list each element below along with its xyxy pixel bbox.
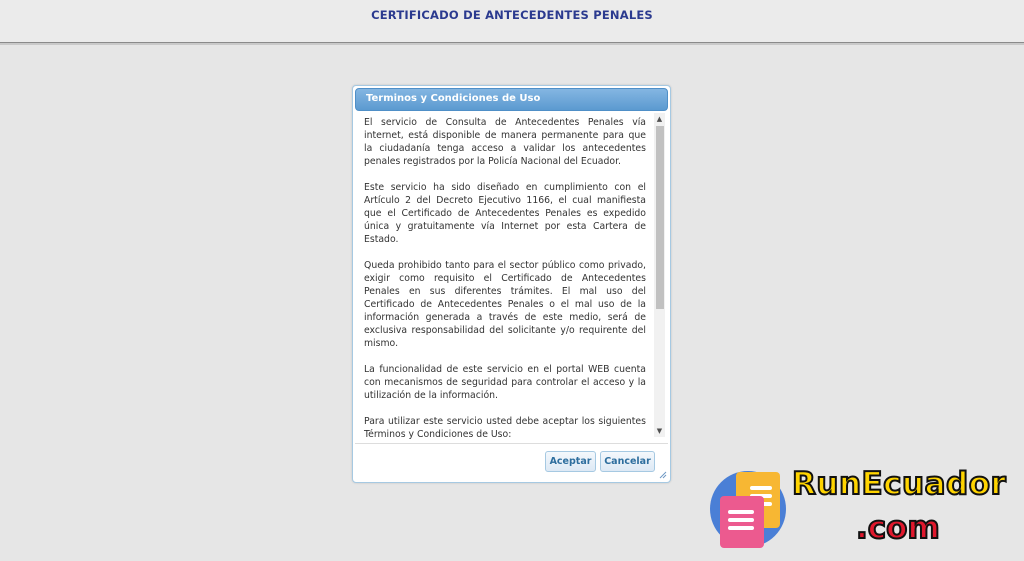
dialog-titlebar[interactable] [355, 88, 668, 111]
terms-paragraph: La funcionalidad de este servicio en el portal WEB cuenta con mecanismos de seguridad para controlar el acceso y la utilización de la información. [364, 364, 646, 401]
scroll-down-icon[interactable]: ▼ [656, 427, 663, 435]
scroll-up-icon[interactable]: ▲ [656, 115, 663, 123]
dialog-title: Terminos y Condiciones de Uso [366, 93, 541, 104]
dialog-divider [355, 443, 668, 444]
logo-text-domain: .com [856, 510, 940, 546]
page-header [0, 0, 1024, 43]
terms-dialog [352, 85, 671, 483]
dialog-content[interactable] [355, 113, 667, 439]
page-title: CERTIFICADO DE ANTECEDENTES PENALES [371, 8, 653, 22]
cancel-button[interactable]: Cancelar [600, 451, 655, 472]
resize-grip-icon[interactable] [659, 471, 667, 479]
terms-paragraph: Queda prohibido tanto para el sector público como privado, exigir como requisito el Certificado de Antecedentes Penales en sus diferentes trámites. El mal uso del Certificado de Antecedentes Penales o el mal uso de la información generada a través de este medio, será de exclusiva responsabilidad del solicitante y/o requirente del mismo. [364, 260, 646, 349]
content-scrollbar[interactable] [654, 113, 665, 437]
terms-text [364, 116, 646, 439]
logo-text-name: RunEcuador [792, 466, 1007, 502]
scroll-thumb[interactable] [656, 126, 664, 309]
terms-paragraph: Para utilizar este servicio usted debe aceptar los siguientes Términos y Condiciones de Uso: [364, 416, 646, 439]
document-icon [720, 496, 764, 548]
terms-paragraph: El servicio de Consulta de Antecedentes Penales vía internet, está disponible de manera permanente para que la ciudadanía tenga acceso a validar los antecedentes penales registrados por la Policía Nacional del Ecuador. [364, 117, 646, 167]
terms-paragraph: Este servicio ha sido diseñado en cumplimiento con el Artículo 2 del Decreto Ejecutivo 1166, el cual manifiesta que el Certificado de Antecedentes Penales es expedido única y gratuitamente vía Internet por esta Cartera de Estado. [364, 182, 646, 245]
runecuador-logo [706, 466, 1016, 558]
accept-button[interactable]: Aceptar [545, 451, 596, 472]
